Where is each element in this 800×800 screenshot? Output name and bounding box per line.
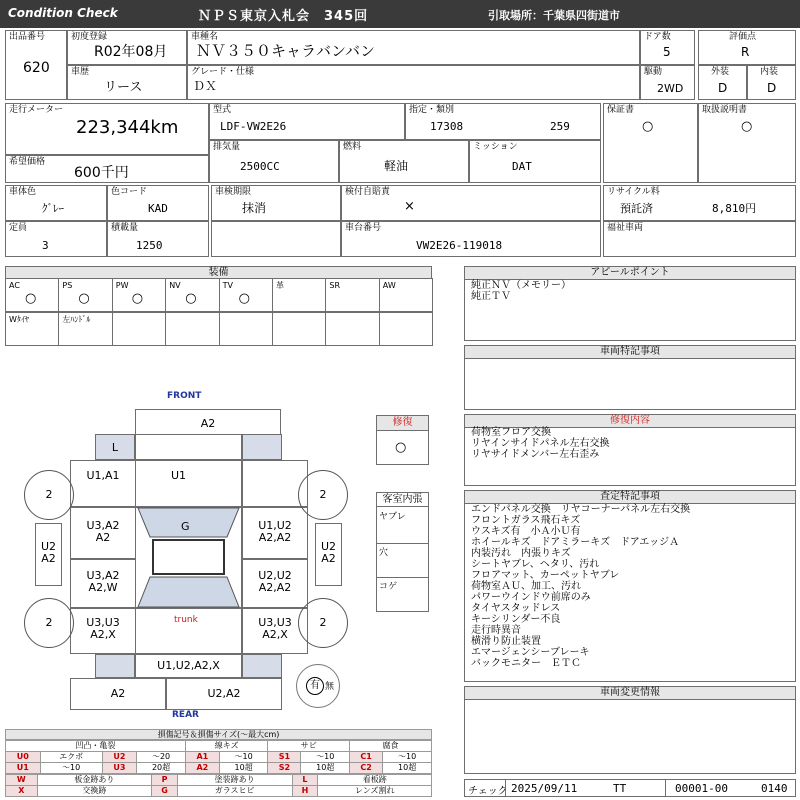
inspect-box (464, 490, 796, 682)
chassis-label: 車台番号 (345, 223, 382, 233)
panel-text: A2,A2 (258, 531, 292, 544)
liability-cell (341, 185, 601, 221)
appeal-line: 純正ＴＶ (471, 291, 511, 302)
designation-label: 指定・類別 (409, 105, 455, 115)
auction-title: ＮＰＳ東京入札会 345回 (198, 9, 369, 24)
panel-text: L (111, 441, 119, 454)
inspect-line: キーシリンダー不良 (471, 614, 561, 625)
fuel-label: 燃料 (343, 142, 362, 152)
inspect-line: 横滑り防止装置 (471, 636, 541, 647)
equip-cell (325, 278, 379, 312)
car-name-cell (187, 30, 640, 65)
panel-right-headlamp (242, 434, 282, 460)
model-value: LDF-VW2E26 (220, 120, 287, 133)
inspect-line: タイヤスタッドレス (471, 603, 561, 614)
equip-cell (58, 278, 112, 312)
wheel-rear-left (24, 598, 74, 648)
legend-desc: 20超 (137, 763, 186, 774)
lot-number: 620 (23, 60, 50, 76)
cabin-row: 穴 (379, 548, 389, 558)
fuel-cell (339, 140, 469, 183)
panel-text: A2,X (262, 628, 288, 641)
doors-label: ドア数 (644, 32, 671, 42)
equip-cell-row2 (165, 312, 219, 346)
panel-text: U1,U2 (258, 519, 292, 532)
panel-rear-panel (135, 654, 242, 678)
equip-cell-row2 (219, 312, 273, 346)
wheel-front-right (298, 470, 348, 520)
warranty-cell (603, 103, 698, 183)
drive-cell (640, 65, 695, 100)
manual-label: 取扱説明書 (702, 105, 748, 115)
first-reg-value: R02年08月 (94, 44, 168, 60)
wheel-rear-right (298, 598, 348, 648)
legend-desc: ～10 (40, 763, 102, 774)
price-cell (5, 155, 209, 183)
equip-cell-row2 (5, 312, 59, 346)
equip-cell-row2 (272, 312, 326, 346)
load-value: 1250 (136, 239, 163, 252)
panel-text: A2 (95, 531, 111, 544)
cabin-title: 客室内張 (377, 493, 428, 507)
wheel-text: 2 (319, 488, 327, 501)
special-box (464, 345, 796, 410)
inspect-line: 荷物室ＡＵ、加工、汚れ (471, 581, 581, 592)
designation-cell (405, 103, 601, 140)
equip-value: ○ (25, 291, 37, 306)
appeal-title: アピールポイント (465, 267, 795, 280)
legend-code: P (152, 775, 178, 786)
inspect-line: エマージェンシーブレーキ (471, 647, 590, 658)
recycle-amount: 8,810円 (712, 202, 757, 215)
wheel-text: 2 (319, 616, 327, 629)
equip-extra: 左ﾊﾝﾄﾞﾙ (62, 315, 91, 324)
fuel-value: 軽油 (384, 159, 409, 173)
panel-text: U2 (40, 540, 57, 553)
legend-desc: 10超 (301, 763, 350, 774)
panel-hood (135, 460, 242, 507)
color-code-cell (107, 185, 209, 221)
color-code-label: 色コード (111, 187, 148, 197)
repair-box (376, 415, 429, 465)
displacement-cell (209, 140, 339, 183)
car-name: ＮＶ３５０キャラバンバン (196, 42, 375, 60)
equip-value: ○ (78, 291, 90, 306)
windshield-text: G (181, 520, 190, 533)
rear-label: REAR (172, 710, 199, 720)
mileage-value: 223,344km (76, 117, 179, 138)
equip-key: PS (62, 281, 73, 290)
legend-group: サビ (268, 741, 350, 752)
interior-value: D (767, 81, 777, 95)
welfare-cell (603, 221, 796, 257)
equip-key: PW (115, 281, 129, 290)
designation-value: 17308 (430, 120, 464, 133)
legend-group: 腐食 (350, 741, 432, 752)
panel-left-quarter (70, 608, 136, 654)
inspect-line: フロアマット、カーペットヤブレ (471, 570, 620, 581)
legend-code: H (292, 786, 318, 797)
legend-code: A2 (185, 763, 219, 774)
warranty-label: 保証書 (607, 105, 635, 115)
color-label: 車体色 (9, 187, 37, 197)
equip-cell-row2 (325, 312, 379, 346)
grade-value: ＤＸ (193, 79, 218, 93)
legend-code: G (152, 786, 178, 797)
equip-key: AW (382, 281, 396, 290)
wheel-text: 2 (45, 616, 53, 629)
panel-text: U1,U2,A2,X (157, 659, 220, 672)
equip-cell (5, 278, 59, 312)
equip-value: ○ (238, 291, 250, 306)
price-value: 600千円 (74, 165, 129, 181)
lot-cell (5, 30, 67, 100)
panel-text: U1,A1 (86, 469, 120, 482)
inspect-line: フロントガラス飛石キズ (471, 515, 581, 526)
equip-key: AC (9, 281, 20, 290)
legend-code: L (292, 775, 318, 786)
inspect-line: 走行時異音 (471, 625, 521, 636)
doors-value: 5 (663, 45, 671, 59)
code-2: 0140 (761, 782, 788, 795)
equip-key: NV (169, 281, 181, 290)
repair-detail-line: リヤサイドメンバー左右歪み (471, 449, 600, 460)
appeal-line: 純正ＮＶ（メモリー） (471, 280, 571, 291)
equip-key: 革 (276, 281, 284, 290)
color-code-value: KAD (148, 202, 168, 215)
inspect-line: 内装汚れ 内張りキズ (471, 548, 571, 559)
panel-right-side (315, 523, 342, 586)
eval-label: 評価点 (729, 32, 757, 42)
equip-cell (219, 278, 273, 312)
repair-detail-line: リヤインサイドパネル左右交換 (471, 438, 610, 449)
repair-title: 修復 (377, 416, 428, 431)
load-label: 積載量 (111, 223, 139, 233)
inspect-line: シートヤブレ、ヘタリ、汚れ (471, 559, 600, 570)
brand-title: Condition Check (8, 6, 118, 20)
manual-cell (698, 103, 796, 183)
eval-cell (698, 30, 796, 65)
legend-desc: ～10 (219, 752, 268, 763)
chassis-value: VW2E26-119018 (416, 239, 503, 252)
category-value: 259 (550, 120, 570, 133)
seal-yes: 有 (306, 677, 324, 695)
displacement-label: 排気量 (213, 142, 241, 152)
legend-code: U2 (102, 752, 137, 763)
legend-code: C1 (350, 752, 383, 763)
panel-right-tail-lamp (242, 654, 282, 678)
cabin-box (376, 492, 429, 612)
first-reg-cell (67, 30, 187, 65)
legend-desc: ～20 (137, 752, 186, 763)
cabin-row: コゲ (379, 582, 398, 592)
panel-text: A2 (321, 552, 336, 565)
first-reg-label: 初度登録 (71, 32, 108, 42)
legend-code: X (6, 786, 38, 797)
panel-text: A2 (110, 687, 126, 700)
drive-value: 2WD (657, 82, 684, 95)
panel-front-bumper (135, 434, 242, 460)
legend-desc: ガラスヒビ (177, 786, 292, 797)
panel-right-front-door (242, 507, 308, 559)
code-1: 00001-00 (675, 782, 728, 795)
front-label: FRONT (167, 391, 202, 401)
model-cell (209, 103, 405, 140)
panel-text: A2,A2 (258, 581, 292, 594)
model-label: 型式 (213, 105, 232, 115)
seal-no: 無 (325, 682, 335, 692)
legend-desc: 10超 (219, 763, 268, 774)
panel-left-tail-lamp (95, 654, 135, 678)
legend-table-2 (5, 774, 432, 797)
equip-value: ○ (185, 291, 197, 306)
legend-code: C2 (350, 763, 383, 774)
exterior-label: 外装 (711, 67, 730, 77)
mission-cell (469, 140, 601, 183)
capacity-cell (5, 221, 107, 257)
panel-text: U3,A2 (86, 519, 120, 532)
panel-hood-front (135, 409, 281, 437)
equip-value: ○ (131, 291, 144, 306)
panel-text: U2 (320, 540, 337, 553)
load-cell (107, 221, 209, 257)
doors-cell (640, 30, 695, 65)
capacity-label: 定員 (9, 223, 28, 233)
panel-text: U2,A2 (207, 687, 241, 700)
inspect-line: バックモニター ＥＴＣ (471, 658, 581, 669)
seal-mark (296, 664, 340, 708)
wheel-text: 2 (45, 488, 53, 501)
panel-right-rear-door (242, 559, 308, 608)
panel-trunk (135, 608, 242, 654)
pickup-location: 引取場所：千葉県四街道市 (488, 9, 620, 22)
change-title: 車両変更情報 (465, 687, 795, 700)
interior-label: 内装 (760, 67, 779, 77)
history-label: 車歴 (71, 67, 90, 77)
panel-text: U2,U2 (258, 569, 292, 582)
inspect-line: ウスキズ有 小Ａ小Ｕ有 (471, 526, 581, 537)
legend-desc: 交換跡 (37, 786, 152, 797)
inspect-line: エンドパネル交換 リヤコーナーパネル左右交換 (471, 504, 691, 515)
appeal-box (464, 266, 796, 341)
legend-desc: 看板跡 (318, 775, 432, 786)
legend-desc: 10超 (383, 763, 432, 774)
legend-desc: レンズ割れ (318, 786, 432, 797)
panel-text: U3,U3 (258, 616, 292, 629)
chassis-cell (341, 221, 601, 257)
legend-code: W (6, 775, 38, 786)
equip-extra: Wﾀｲﾔ (9, 315, 29, 324)
legend-title: 損傷記号＆損傷サイズ(～最大cm) (5, 729, 432, 740)
legend-group: 線キズ (185, 741, 268, 752)
repair-detail-line: 荷物室フロア交換 (471, 427, 551, 438)
panel-left-fender (70, 460, 136, 507)
check-date: 2025/09/11 (511, 782, 578, 795)
repair-detail-box (464, 414, 796, 486)
legend-desc: エクボ (40, 752, 102, 763)
panel-text: U3,U3 (86, 616, 120, 629)
inspect-line: ホイールキズ ドアミラーキズ ドアエッジＡ (471, 537, 680, 548)
legend-desc: ～10 (301, 752, 350, 763)
lot-label: 出品番号 (9, 32, 46, 42)
equipment-title: 装備 (6, 267, 431, 280)
inspection-label: 車検期限 (215, 187, 252, 197)
equip-cell-row2 (379, 312, 433, 346)
interior-cell (747, 65, 796, 100)
inspection-value: 抹消 (242, 201, 267, 215)
exterior-cell (698, 65, 747, 100)
panel-left-rear-door (70, 559, 136, 608)
panel-text: U3,A2 (86, 569, 120, 582)
recycle-cell (603, 185, 796, 221)
wheel-front-left (24, 470, 74, 520)
equip-cell (112, 278, 166, 312)
panel-left-front-door (70, 507, 136, 559)
equip-cell-row2 (58, 312, 112, 346)
panel-text: U1 (171, 469, 187, 482)
liability-label: 検付自賠責 (345, 187, 391, 197)
inspection-cell (211, 185, 341, 221)
history-value: リース (104, 80, 143, 95)
repair-value: ○ (395, 440, 407, 455)
mileage-cell (5, 103, 209, 155)
equip-key: SR (329, 281, 341, 290)
mission-value: DAT (512, 160, 532, 173)
grade-cell (187, 65, 640, 100)
check-label: チェック (468, 786, 508, 797)
legend-table (5, 740, 432, 774)
capacity-value: 3 (42, 239, 49, 252)
header-bar (0, 0, 800, 28)
trunk-label: trunk (174, 615, 198, 625)
panel-text: A2,X (90, 628, 116, 641)
recycle-label: リサイクル料 (607, 187, 660, 197)
welfare-label: 福祉車両 (607, 223, 644, 233)
inspector: TT (613, 782, 627, 795)
legend-code: A1 (185, 752, 219, 763)
history-cell (67, 65, 187, 100)
special-title: 車両特記事項 (465, 346, 795, 359)
equip-cell-row2 (112, 312, 166, 346)
change-box (464, 686, 796, 774)
legend-code: S2 (268, 763, 301, 774)
recycle-status: 預託済 (620, 202, 653, 215)
footer-box (464, 779, 796, 797)
liability-value: × (404, 199, 415, 214)
legend-desc: 板金跡あり (37, 775, 152, 786)
panel-text: A2 (200, 417, 216, 430)
legend-code: S1 (268, 752, 301, 763)
mileage-label: 走行メーター (9, 105, 64, 115)
equip-cell (165, 278, 219, 312)
panel-text: A2 (41, 552, 56, 565)
panel-left-headlamp (95, 434, 135, 460)
exterior-value: D (718, 81, 728, 95)
cabin-row: ヤブレ (379, 512, 406, 522)
mission-label: ミッション (473, 142, 518, 152)
legend-desc: 塗装跡あり (177, 775, 292, 786)
legend-code: U1 (6, 763, 41, 774)
car-name-label: 車種名 (191, 32, 219, 42)
legend-desc: ～10 (383, 752, 432, 763)
drive-label: 駆動 (644, 67, 663, 77)
panel-rear-bumper-left (70, 678, 166, 710)
equip-key: TV (222, 281, 233, 290)
panel-text: A2,W (88, 581, 118, 594)
inspect-title: 査定特記事項 (465, 491, 795, 504)
legend-code: U0 (6, 752, 41, 763)
equip-cell (272, 278, 326, 312)
price-label: 希望価格 (9, 157, 46, 167)
inspect-line: パワーウインドウ前席のみ (471, 592, 591, 603)
panel-rear-bumper-right (166, 678, 282, 710)
legend-code: U3 (102, 763, 137, 774)
color-cell (5, 185, 107, 221)
equip-cell (379, 278, 433, 312)
color-value: ｸﾞﾚｰ (42, 202, 64, 215)
legend-group: 凹凸・亀裂 (6, 741, 186, 752)
displacement-value: 2500CC (240, 160, 280, 173)
blank-cell (211, 221, 341, 257)
repair-detail-title: 修復内容 (465, 415, 795, 428)
warranty-value: ○ (642, 119, 654, 134)
manual-value: ○ (741, 119, 753, 134)
panel-left-side (35, 523, 62, 586)
grade-label: グレード・仕様 (191, 67, 255, 77)
eval-value: R (741, 45, 750, 59)
